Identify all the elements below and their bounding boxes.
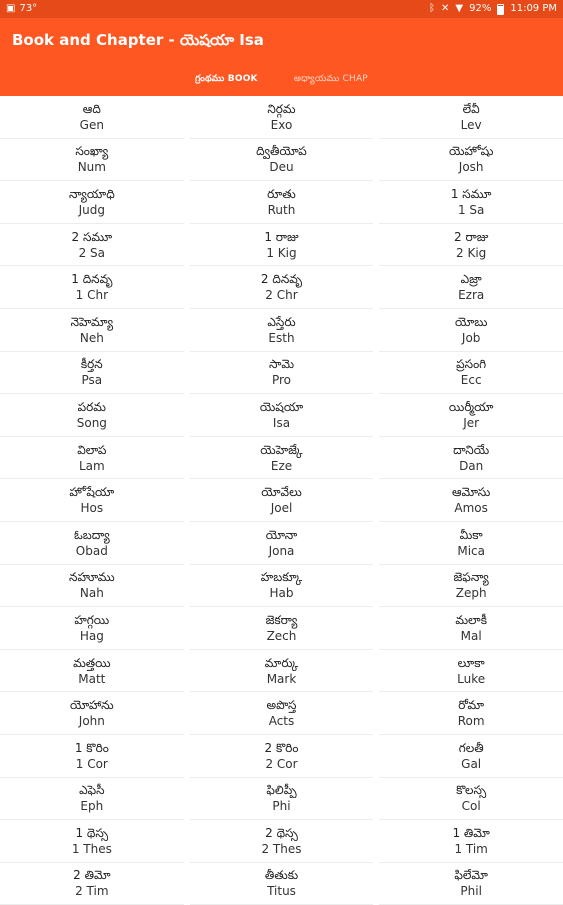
book-telugu-name: ఓబద్యా: [73, 527, 110, 542]
book-english-abbrev: Psa: [81, 373, 103, 388]
book-cell-esth[interactable]: [190, 309, 374, 352]
book-cell-jer[interactable]: [379, 394, 563, 437]
book-english-abbrev: Hos: [80, 501, 104, 516]
book-english-abbrev: 2 Cor: [265, 756, 298, 771]
book-english-abbrev: Num: [77, 160, 106, 175]
book-cell-gal[interactable]: [379, 735, 563, 778]
book-telugu-name: యోహాను: [70, 698, 114, 713]
book-cell-1-tim[interactable]: [379, 820, 563, 863]
book-english-abbrev: Amos: [454, 501, 488, 516]
bluetooth-icon: ᛒ: [429, 3, 436, 14]
book-english-abbrev: 2 Kig: [456, 245, 487, 260]
book-telugu-name: ఆది: [82, 101, 101, 116]
book-cell-josh[interactable]: [379, 139, 563, 182]
book-english-abbrev: Exo: [270, 117, 293, 132]
book-english-abbrev: Song: [76, 415, 107, 430]
book-cell-mark[interactable]: [190, 650, 374, 693]
book-cell-ezra[interactable]: [379, 266, 563, 309]
book-telugu-name: 1 రాజు: [264, 229, 299, 244]
book-english-abbrev: Ezra: [458, 288, 485, 303]
book-cell-2-tim[interactable]: [0, 863, 184, 905]
tab-book[interactable]: గ్రంథము BOOK: [195, 74, 258, 84]
book-cell-rom[interactable]: [379, 692, 563, 735]
book-english-abbrev: 1 Cor: [75, 756, 108, 771]
book-telugu-name: యెహెజ్కే: [260, 442, 303, 457]
book-english-abbrev: Lam: [78, 458, 105, 473]
book-cell-pro[interactable]: [190, 352, 374, 395]
book-telugu-name: లూకా: [457, 655, 485, 670]
book-cell-1-sa[interactable]: [379, 181, 563, 224]
book-english-abbrev: Hab: [269, 586, 294, 601]
book-cell-zeph[interactable]: [379, 565, 563, 608]
book-telugu-name: నిర్గమ: [267, 101, 296, 116]
book-telugu-name: జెఫన్యా: [453, 570, 489, 585]
book-telugu-name: ఫిలిప్పీ: [266, 783, 297, 798]
book-telugu-name: 1 థెస్స: [75, 825, 109, 840]
book-cell-ruth[interactable]: [190, 181, 374, 224]
book-english-abbrev: Phi: [272, 799, 291, 814]
book-telugu-name: పరమ: [77, 399, 106, 414]
book-cell-lam[interactable]: [0, 437, 184, 480]
book-telugu-name: కీర్తన: [80, 357, 103, 372]
book-telugu-name: యిర్మీయా: [448, 399, 494, 414]
tab-bar: [0, 62, 563, 96]
book-telugu-name: మలాకీ: [455, 612, 487, 627]
book-telugu-name: అపొస్త: [266, 698, 297, 713]
book-telugu-name: మీకా: [459, 527, 483, 542]
battery-icon: [497, 4, 504, 15]
book-telugu-name: తీతుకు: [264, 868, 299, 883]
book-cell-2-sa[interactable]: [0, 224, 184, 267]
book-english-abbrev: 1 Kig: [266, 245, 297, 260]
book-english-abbrev: 1 Thes: [71, 841, 112, 856]
book-english-abbrev: Luke: [457, 671, 486, 686]
book-english-abbrev: Phil: [460, 884, 482, 899]
book-english-abbrev: Nah: [79, 586, 104, 601]
book-cell-song[interactable]: [0, 394, 184, 437]
book-cell-phi[interactable]: [190, 778, 374, 821]
mute-icon: ✕: [441, 3, 450, 14]
book-english-abbrev: Zech: [266, 628, 297, 643]
book-english-abbrev: Neh: [79, 330, 104, 345]
book-telugu-name: విలాప: [77, 442, 107, 457]
book-cell-1-cor[interactable]: [0, 735, 184, 778]
book-english-abbrev: 2 Tim: [75, 884, 109, 899]
book-english-abbrev: Joel: [270, 501, 293, 516]
book-telugu-name: ద్వితీయోప: [256, 144, 307, 159]
book-cell-john[interactable]: [0, 692, 184, 735]
book-telugu-name: నెహెమ్యా: [70, 314, 114, 329]
book-english-abbrev: Deu: [269, 160, 294, 175]
book-telugu-name: లేవీ: [462, 101, 480, 116]
book-telugu-name: ఎజ్రా: [460, 272, 482, 287]
book-cell-zech[interactable]: [190, 607, 374, 650]
book-english-abbrev: 1 Tim: [454, 841, 488, 856]
book-telugu-name: రూతు: [267, 186, 296, 201]
book-english-abbrev: John: [78, 714, 105, 729]
book-english-abbrev: Jer: [463, 415, 480, 430]
book-telugu-name: 2 రాజు: [454, 229, 489, 244]
book-cell-matt[interactable]: [0, 650, 184, 693]
book-cell-ecc[interactable]: [379, 352, 563, 395]
book-english-abbrev: 1 Chr: [75, 288, 109, 303]
book-telugu-name: 2 థెస్స: [265, 825, 298, 840]
book-cell-neh[interactable]: [0, 309, 184, 352]
book-english-abbrev: Titus: [267, 884, 296, 899]
book-telugu-name: 2 కొరిం: [264, 740, 299, 755]
book-cell-gen[interactable]: [0, 96, 184, 139]
book-english-abbrev: 2 Chr: [265, 288, 298, 303]
status-bar: [0, 0, 563, 18]
book-english-abbrev: Pro: [271, 373, 292, 388]
tab-chapter[interactable]: అధ్యాయము CHAP: [293, 74, 368, 84]
clock: 11:09 PM: [510, 3, 557, 14]
book-english-abbrev: Obad: [75, 543, 108, 558]
book-cell-exo[interactable]: [190, 96, 374, 139]
book-cell-psa[interactable]: [0, 352, 184, 395]
book-english-abbrev: Josh: [458, 160, 484, 175]
book-telugu-name: హగ్గయి: [74, 612, 110, 627]
book-cell-nah[interactable]: [0, 565, 184, 608]
book-english-abbrev: Col: [461, 799, 481, 814]
book-cell-joel[interactable]: [190, 479, 374, 522]
book-english-abbrev: Job: [461, 330, 481, 345]
book-english-abbrev: Mal: [460, 628, 482, 643]
book-english-abbrev: Matt: [78, 671, 106, 686]
book-cell-deu[interactable]: [190, 139, 374, 182]
book-telugu-name: 2 సమూ: [71, 229, 113, 244]
book-cell-col[interactable]: [379, 778, 563, 821]
book-english-abbrev: Ecc: [460, 373, 482, 388]
book-telugu-name: ఫిలేమో: [454, 868, 488, 883]
book-english-abbrev: 2 Sa: [78, 245, 106, 260]
book-english-abbrev: Rom: [457, 714, 485, 729]
book-telugu-name: యోవేలు: [261, 485, 302, 500]
book-cell-1-chr[interactable]: [0, 266, 184, 309]
book-telugu-name: మార్కు: [264, 655, 299, 670]
book-telugu-name: యెషయా: [259, 399, 304, 414]
book-cell-jona[interactable]: [190, 522, 374, 565]
book-cell-1-thes[interactable]: [0, 820, 184, 863]
book-english-abbrev: 1 Sa: [457, 202, 485, 217]
book-telugu-name: ఆమోసు: [451, 485, 491, 500]
book-cell-num[interactable]: [0, 139, 184, 182]
book-telugu-name: దానియే: [453, 442, 490, 457]
book-english-abbrev: Lev: [460, 117, 482, 132]
book-cell-eze[interactable]: [190, 437, 374, 480]
book-cell-1-kig[interactable]: [190, 224, 374, 267]
book-english-abbrev: Dan: [459, 458, 484, 473]
book-telugu-name: 2 దినవృ: [260, 272, 303, 287]
book-english-abbrev: 2 Thes: [261, 841, 302, 856]
book-cell-hos[interactable]: [0, 479, 184, 522]
book-telugu-name: గలతీ: [458, 740, 484, 755]
book-english-abbrev: Gen: [79, 117, 104, 132]
book-telugu-name: ఎస్తేరు: [267, 314, 296, 329]
battery-percent: 92%: [469, 3, 492, 14]
book-english-abbrev: Gal: [461, 756, 482, 771]
page-title: Book and Chapter - యెషయా Isa: [12, 31, 264, 49]
book-cell-hag[interactable]: [0, 607, 184, 650]
book-english-abbrev: Isa: [272, 415, 291, 430]
photo-icon: ▣: [6, 3, 16, 14]
book-english-abbrev: Jona: [268, 543, 295, 558]
book-cell-dan[interactable]: [379, 437, 563, 480]
book-telugu-name: 1 దినవృ: [71, 272, 113, 287]
book-cell-2-chr[interactable]: [190, 266, 374, 309]
book-cell-2-cor[interactable]: [190, 735, 374, 778]
book-english-abbrev: Eze: [270, 458, 293, 473]
book-english-abbrev: Judg: [78, 202, 106, 217]
book-cell-judg[interactable]: [0, 181, 184, 224]
book-cell-acts[interactable]: [190, 692, 374, 735]
book-telugu-name: ఎఫెసీ: [79, 783, 105, 798]
book-telugu-name: యెహోషు: [448, 144, 494, 159]
book-cell-amos[interactable]: [379, 479, 563, 522]
book-telugu-name: హబక్కూ: [260, 570, 303, 585]
temperature: 73°: [19, 3, 38, 14]
book-telugu-name: సంఖ్యా: [75, 144, 109, 159]
book-grid: [0, 96, 563, 900]
wifi-icon: ▼: [455, 3, 464, 14]
book-cell-phil[interactable]: [379, 863, 563, 905]
book-telugu-name: 1 సమూ: [450, 186, 492, 201]
book-english-abbrev: Acts: [268, 714, 295, 729]
book-cell-mica[interactable]: [379, 522, 563, 565]
book-english-abbrev: Mark: [266, 671, 297, 686]
book-english-abbrev: Esth: [268, 330, 295, 345]
book-telugu-name: 2 తిమో: [73, 868, 111, 883]
book-cell-job[interactable]: [379, 309, 563, 352]
book-telugu-name: సామె: [268, 357, 295, 372]
book-telugu-name: నహూము: [69, 570, 115, 585]
book-telugu-name: న్యాయాధి: [68, 186, 115, 201]
book-english-abbrev: Ruth: [267, 202, 296, 217]
book-english-abbrev: Hag: [79, 628, 104, 643]
book-telugu-name: ప్రసంగి: [456, 357, 487, 372]
book-cell-luke[interactable]: [379, 650, 563, 693]
book-telugu-name: రోమా: [458, 698, 485, 713]
book-telugu-name: యోనా: [265, 527, 298, 542]
book-telugu-name: 1 తిమో: [452, 825, 490, 840]
book-cell-isa[interactable]: [190, 394, 374, 437]
book-cell-lev[interactable]: [379, 96, 563, 139]
book-telugu-name: యోబు: [454, 314, 488, 329]
book-cell-mal[interactable]: [379, 607, 563, 650]
book-english-abbrev: Eph: [80, 799, 104, 814]
book-telugu-name: కొలస్స: [456, 783, 487, 798]
book-telugu-name: హోషేయా: [69, 485, 115, 500]
book-english-abbrev: Zeph: [455, 586, 487, 601]
book-cell-2-kig[interactable]: [379, 224, 563, 267]
book-telugu-name: 1 కొరిం: [74, 740, 109, 755]
book-cell-eph[interactable]: [0, 778, 184, 821]
book-cell-titus[interactable]: [190, 863, 374, 905]
book-cell-hab[interactable]: [190, 565, 374, 608]
book-cell-obad[interactable]: [0, 522, 184, 565]
book-telugu-name: మత్తయి: [73, 655, 111, 670]
book-cell-2-thes[interactable]: [190, 820, 374, 863]
book-telugu-name: జెకర్యా: [265, 612, 298, 627]
book-english-abbrev: Mica: [457, 543, 485, 558]
app-bar: [0, 18, 563, 96]
